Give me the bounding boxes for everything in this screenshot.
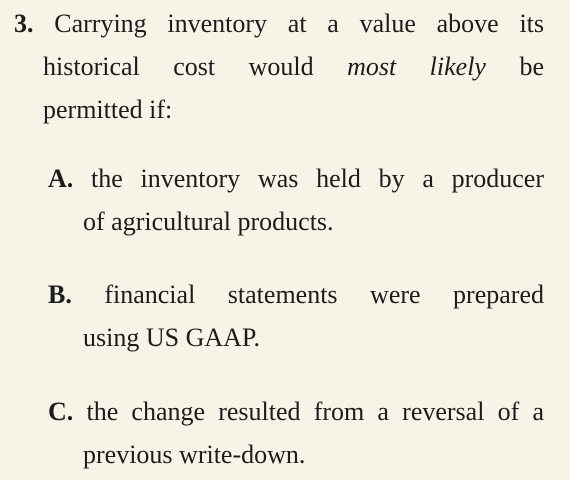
answer-option-c[interactable]: [48, 390, 544, 476]
option-a-line-1: [48, 157, 544, 200]
question-text-line-2a: historical cost would: [43, 52, 348, 81]
option-a-line-2: of agricultural products.: [83, 207, 334, 236]
option-c-text-1: the change resulted from a reversal of a: [86, 397, 544, 426]
question-line-1: [14, 2, 544, 45]
question-text-line-2b: be: [485, 52, 544, 81]
option-a-letter: A.: [48, 164, 74, 193]
question-text-line-1: Carrying inventory at a value above its: [54, 9, 545, 38]
question-line-2: [14, 45, 544, 88]
question-stem: [14, 2, 544, 131]
option-a-text-1: the inventory was held by a producer: [91, 164, 545, 193]
option-b-line-1: [48, 273, 544, 316]
answer-option-a[interactable]: [48, 157, 544, 243]
answer-option-b[interactable]: [48, 273, 544, 359]
option-b-letter: B.: [48, 280, 72, 309]
question-number: 3.: [14, 9, 34, 38]
question-line-3: permitted if:: [43, 95, 173, 124]
option-c-line-1: [48, 390, 544, 433]
question-emphasis: most likely: [347, 52, 486, 81]
option-b-line-2: using US GAAP.: [83, 323, 260, 352]
option-c-line-2: previous write-down.: [83, 440, 306, 469]
option-b-text-1: financial statements were prepared: [104, 280, 544, 309]
option-c-letter: C.: [48, 397, 74, 426]
